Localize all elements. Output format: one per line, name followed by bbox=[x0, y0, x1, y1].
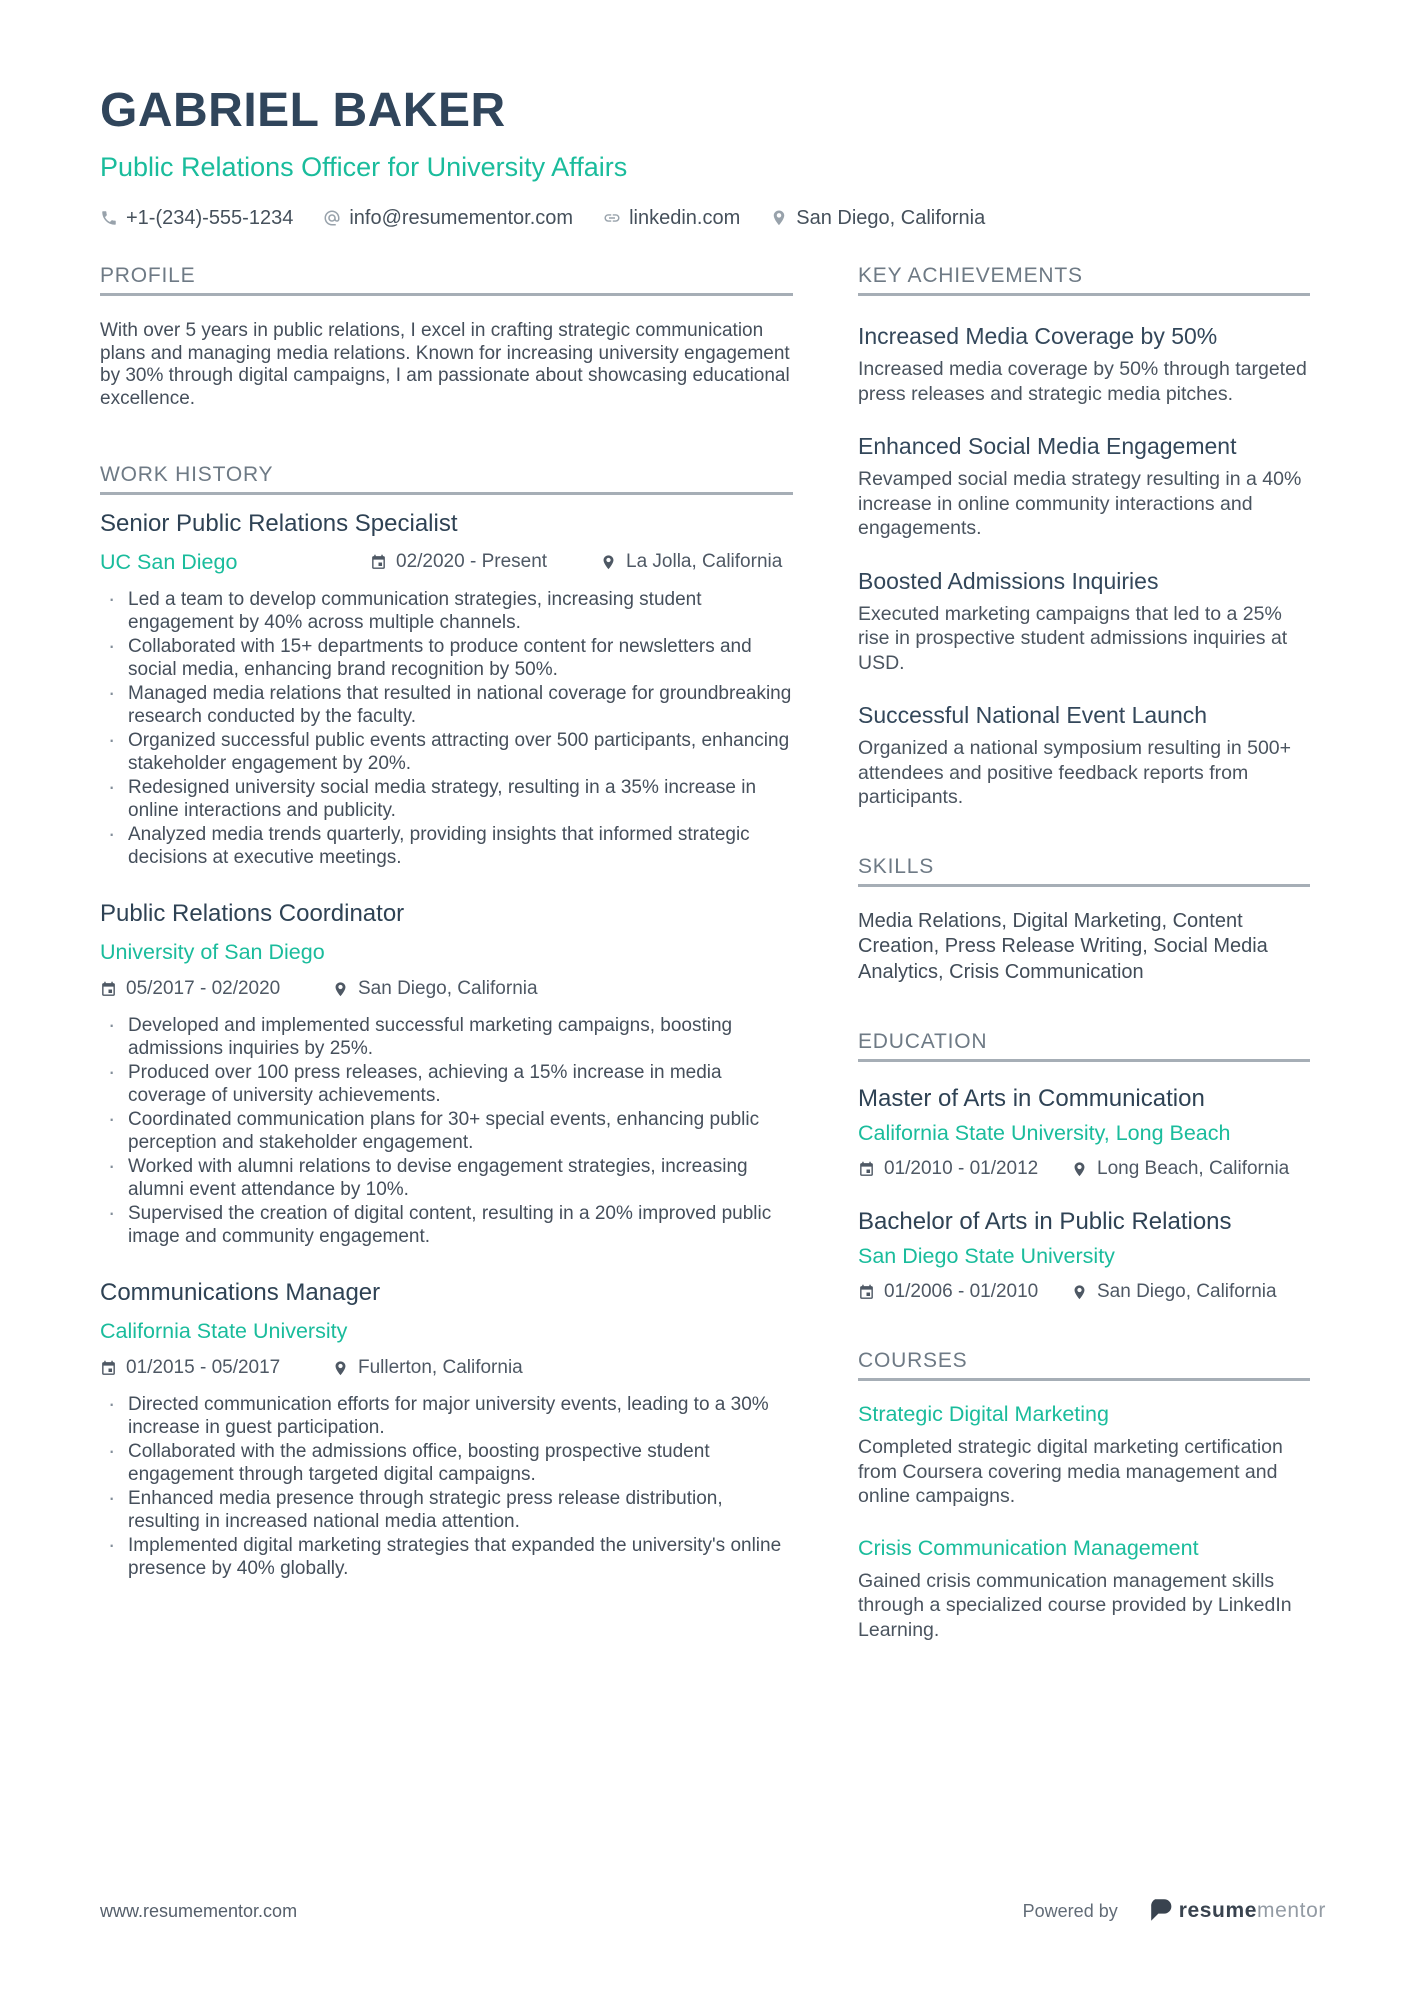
job-bullet: · Collaborated with 15+ departments to produce content for newsletters and social media, enhancing brand recognition by 50%. bbox=[100, 636, 793, 681]
job-bullet: · Produced over 100 press releases, achieving a 15% increase in media coverage of university achievements. bbox=[100, 1062, 793, 1107]
education-location-text: Long Beach, California bbox=[1097, 1158, 1290, 1179]
education-dates-text: 01/2006 - 01/2010 bbox=[884, 1281, 1039, 1302]
contact-phone bbox=[100, 205, 293, 231]
education-dates bbox=[858, 1280, 1071, 1304]
achievement-text: Organized a national symposium resulting in 500+ attendees and positive feedback reports from participants. bbox=[858, 737, 1292, 808]
phone-number: +1-(234)-555-1234 bbox=[126, 207, 294, 229]
website-url[interactable]: linkedin.com bbox=[629, 207, 741, 229]
course-item bbox=[858, 1535, 1310, 1643]
content-columns bbox=[100, 263, 1310, 1642]
headline-job-title: Public Relations Officer for University Affairs bbox=[100, 152, 628, 182]
job-bullet: · Analyzed media trends quarterly, providing insights that informed strategic decisions at executive meetings. bbox=[100, 824, 793, 869]
job-bullet: · Supervised the creation of digital content, resulting in a 20% improved public image and community engagement. bbox=[100, 1203, 793, 1248]
footer bbox=[100, 1898, 1326, 1924]
education-location bbox=[1071, 1157, 1310, 1181]
education-dates-text: 01/2010 - 01/2012 bbox=[884, 1158, 1039, 1179]
resumementor-logo-icon bbox=[1146, 1898, 1172, 1924]
achievement-item bbox=[858, 701, 1310, 810]
job-location-text: San Diego, California bbox=[358, 978, 538, 999]
left-column bbox=[100, 263, 793, 1642]
course-text: Gained crisis communication management skills through a specialized course provided by LinkedIn Learning. bbox=[858, 1569, 1292, 1641]
key-achievements-section bbox=[858, 263, 1310, 810]
brand-word-mentor: mentor bbox=[1257, 1899, 1326, 1922]
job-bullet: · Worked with alumni relations to devise engagement strategies, increasing alumni event attendance by 10%. bbox=[100, 1156, 793, 1201]
phone-icon bbox=[100, 209, 118, 227]
course-title: Crisis Communication Management bbox=[858, 1535, 1199, 1560]
resumementor-logo[interactable] bbox=[1146, 1898, 1326, 1924]
profile-text: With over 5 years in public relations, I excel in crafting strategic communication plans and managing media relations. Known for increasing university engagement by 30% through digital campaigns, I am passionate about showcasing educational excellence. bbox=[100, 320, 790, 409]
work-history-heading: WORK HISTORY bbox=[100, 462, 793, 495]
email-address[interactable]: info@resumementor.com bbox=[349, 207, 574, 229]
job-entry bbox=[100, 899, 793, 1248]
brand-wordmark bbox=[1179, 1899, 1326, 1923]
achievement-item bbox=[858, 567, 1310, 676]
job-company: University of San Diego bbox=[100, 940, 325, 964]
powered-by-label: Powered by bbox=[1022, 1900, 1118, 1921]
job-location-text: Fullerton, California bbox=[358, 1357, 523, 1378]
map-pin-icon bbox=[600, 554, 617, 571]
calendar-icon bbox=[858, 1161, 875, 1178]
map-pin-icon bbox=[1071, 1161, 1088, 1178]
key-achievements-heading: KEY ACHIEVEMENTS bbox=[858, 263, 1310, 296]
job-dates bbox=[370, 550, 600, 574]
job-entry bbox=[100, 509, 793, 869]
education-location-text: San Diego, California bbox=[1097, 1281, 1277, 1302]
email-icon bbox=[323, 209, 341, 227]
right-column bbox=[858, 263, 1310, 1642]
contact-row bbox=[100, 205, 1310, 231]
map-pin-icon bbox=[332, 981, 349, 998]
skills-list-text: Media Relations, Digital Marketing, Content Creation, Press Release Writing, Social Media Analytics, Crisis Communication bbox=[858, 909, 1268, 983]
achievement-text: Increased media coverage by 50% through targeted press releases and strategic media pitches. bbox=[858, 358, 1307, 405]
education-item bbox=[858, 1084, 1310, 1181]
courses-heading: COURSES bbox=[858, 1348, 1310, 1381]
course-text: Completed strategic digital marketing certification from Coursera covering media management and online campaigns. bbox=[858, 1436, 1283, 1507]
skills-heading: SKILLS bbox=[858, 854, 1310, 887]
job-title: Senior Public Relations Specialist bbox=[100, 510, 458, 537]
job-bullet: · Managed media relations that resulted in national coverage for groundbreaking research conducted by the faculty. bbox=[100, 683, 793, 728]
degree-title: Bachelor of Arts in Public Relations bbox=[858, 1208, 1232, 1235]
education-meta-row bbox=[858, 1157, 1310, 1181]
job-location-text: La Jolla, California bbox=[626, 551, 783, 572]
map-pin-icon bbox=[1071, 1284, 1088, 1301]
job-meta-row bbox=[100, 549, 793, 575]
map-pin-icon bbox=[770, 209, 788, 227]
achievement-item bbox=[858, 432, 1310, 541]
job-bullet: · Organized successful public events attracting over 500 participants, enhancing stakeholder engagement by 20%. bbox=[100, 730, 793, 775]
contact-email[interactable] bbox=[323, 205, 573, 231]
education-item bbox=[858, 1207, 1310, 1304]
location-text: San Diego, California bbox=[796, 207, 986, 229]
job-entry bbox=[100, 1278, 793, 1580]
education-section bbox=[858, 1029, 1310, 1304]
job-bullet: · Enhanced media presence through strategic press release distribution, resulting in increased national media attention. bbox=[100, 1488, 793, 1533]
person-name: GABRIEL BAKER bbox=[100, 84, 506, 137]
job-meta-row bbox=[100, 1356, 793, 1380]
achievement-text: Revamped social media strategy resulting in a 40% increase in online community interactions and engagements. bbox=[858, 468, 1302, 539]
job-bullet: · Directed communication efforts for major university events, leading to a 30% increase in guest participation. bbox=[100, 1394, 793, 1439]
course-item bbox=[858, 1401, 1310, 1509]
job-bullet-list bbox=[100, 589, 793, 869]
education-dates bbox=[858, 1157, 1071, 1181]
degree-title: Master of Arts in Communication bbox=[858, 1085, 1205, 1112]
job-bullet: · Coordinated communication plans for 30+ special events, enhancing public perception and stakeholder engagement. bbox=[100, 1109, 793, 1154]
job-bullet: · Redesigned university social media strategy, resulting in a 35% increase in online interactions and publicity. bbox=[100, 777, 793, 822]
skills-section bbox=[858, 854, 1310, 986]
job-dates-text: 05/2017 - 02/2020 bbox=[126, 978, 281, 999]
job-company-row bbox=[100, 939, 793, 965]
job-company-row bbox=[100, 1318, 793, 1344]
calendar-icon bbox=[100, 981, 117, 998]
job-location bbox=[332, 1356, 793, 1380]
calendar-icon bbox=[370, 554, 387, 571]
job-bullet-list bbox=[100, 1394, 793, 1580]
achievement-title: Boosted Admissions Inquiries bbox=[858, 567, 1159, 594]
achievement-item bbox=[858, 322, 1310, 406]
education-location bbox=[1071, 1280, 1310, 1304]
job-bullet: · Collaborated with the admissions office, boosting prospective student engagement through targeted digital campaigns. bbox=[100, 1441, 793, 1486]
job-dates-text: 02/2020 - Present bbox=[396, 551, 548, 572]
job-meta-row bbox=[100, 977, 793, 1001]
brand-word-resume: resume bbox=[1178, 1899, 1258, 1922]
work-history-section bbox=[100, 462, 793, 1580]
achievement-title: Enhanced Social Media Engagement bbox=[858, 433, 1237, 459]
link-icon bbox=[603, 209, 621, 227]
courses-section bbox=[858, 1348, 1310, 1642]
job-company: UC San Diego bbox=[100, 550, 238, 574]
profile-section bbox=[100, 263, 793, 410]
job-company: California State University bbox=[100, 1319, 348, 1343]
profile-heading: PROFILE bbox=[100, 263, 793, 296]
job-bullet: · Led a team to develop communication strategies, increasing student engagement by 40% across multiple channels. bbox=[100, 589, 793, 634]
job-dates bbox=[100, 977, 332, 1001]
education-meta-row bbox=[858, 1280, 1310, 1304]
contact-website[interactable] bbox=[603, 205, 740, 231]
school-name: California State University, Long Beach bbox=[858, 1121, 1231, 1145]
job-dates-text: 01/2015 - 05/2017 bbox=[126, 1357, 281, 1378]
footer-website-link[interactable]: www.resumementor.com bbox=[100, 1900, 298, 1921]
contact-location bbox=[770, 205, 985, 231]
calendar-icon bbox=[100, 1360, 117, 1377]
map-pin-icon bbox=[332, 1360, 349, 1377]
achievement-text: Executed marketing campaigns that led to a 25% rise in prospective student admissions inquiries at USD. bbox=[858, 602, 1288, 674]
powered-by-group bbox=[1023, 1898, 1326, 1924]
job-location bbox=[600, 550, 793, 574]
education-heading: EDUCATION bbox=[858, 1029, 1310, 1062]
job-location bbox=[332, 977, 793, 1001]
course-title: Strategic Digital Marketing bbox=[858, 1402, 1109, 1426]
job-bullet-list bbox=[100, 1015, 793, 1248]
school-name: San Diego State University bbox=[858, 1244, 1115, 1268]
job-title: Communications Manager bbox=[100, 1279, 381, 1306]
achievement-title: Increased Media Coverage by 50% bbox=[858, 323, 1218, 349]
job-title: Public Relations Coordinator bbox=[100, 900, 405, 927]
calendar-icon bbox=[858, 1284, 875, 1301]
job-dates bbox=[100, 1356, 332, 1380]
job-bullet: · Developed and implemented successful marketing campaigns, boosting admissions inquiries by 25%. bbox=[100, 1015, 793, 1060]
achievement-title: Successful National Event Launch bbox=[858, 702, 1208, 728]
header bbox=[100, 83, 1310, 231]
job-bullet: · Implemented digital marketing strategies that expanded the university's online presence by 40% globally. bbox=[100, 1535, 793, 1580]
